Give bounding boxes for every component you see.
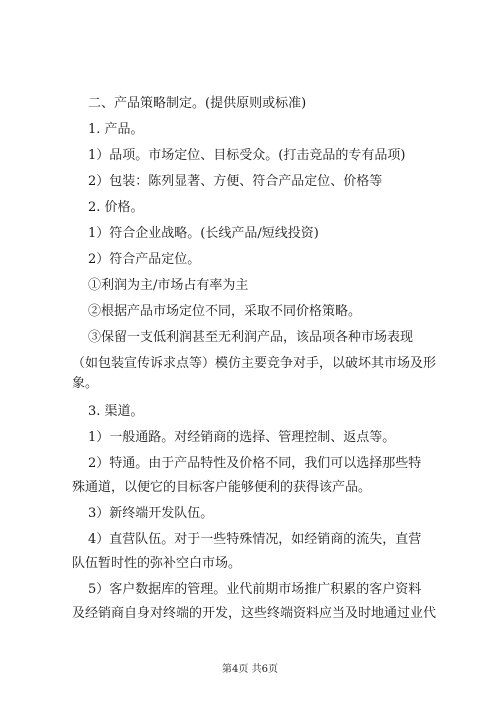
paragraph-profit: ①利润为主/市场占有率为主 xyxy=(88,278,249,293)
paragraph-new-terminal: 3）新终端开发队伍。 xyxy=(88,506,214,521)
paragraph-low-profit-line3: 象。 xyxy=(72,376,99,391)
subheading-channel: 3. 渠道。 xyxy=(88,404,144,419)
paragraph-direct-team-line1: 4）直营队伍。对于一些特殊情况，如经销商的流失，直营 xyxy=(88,532,422,547)
paragraph-low-profit-line1: ③保留一支低利润甚至无利润产品，该品项各种市场表现 xyxy=(88,330,414,345)
paragraph-database-line1: 5）客户数据库的管理。业代前期市场推广积累的客户资料 xyxy=(88,582,422,597)
paragraph-special-channel-line2: 殊通道，以便它的目标客户能够便利的获得该产品。 xyxy=(72,480,372,495)
paragraph-positioning: 2）符合产品定位。 xyxy=(88,252,201,267)
paragraph-price-strategy: ②根据产品市场定位不同，采取不同价格策略。 xyxy=(88,304,362,319)
page-footer: 第4页 共6页 xyxy=(222,664,278,675)
subheading-price: 2. 价格。 xyxy=(88,200,144,215)
paragraph-strategy: 1）符合企业战略。(长线产品/短线投资) xyxy=(88,226,319,241)
paragraph-database-line2: 及经销商自身对终端的开发，这些终端资料应当及时地通过业代 xyxy=(72,606,437,621)
paragraph-general-channel: 1）一般通路。对经销商的选择、管理控制、返点等。 xyxy=(88,430,396,445)
paragraph-direct-team-line2: 队伍暂时性的弥补空白市场。 xyxy=(72,556,242,571)
subheading-product: 1. 产品。 xyxy=(88,122,144,137)
paragraph-item: 1）品项。市场定位、目标受众。(打击竞品的专有品项) xyxy=(88,148,406,163)
paragraph-low-profit-line2: （如包装宣传诉求点等）模仿主要竞争对手，以破坏其市场及形 xyxy=(72,356,437,371)
paragraph-special-channel-line1: 2）特通。由于产品特性及价格不同，我们可以选择那些特 xyxy=(88,456,422,471)
section-heading: 二、产品策略制定。(提供原则或标准) xyxy=(88,96,307,111)
paragraph-packaging: 2）包装：陈列显著、方便、符合产品定位、价格等 xyxy=(88,174,383,189)
